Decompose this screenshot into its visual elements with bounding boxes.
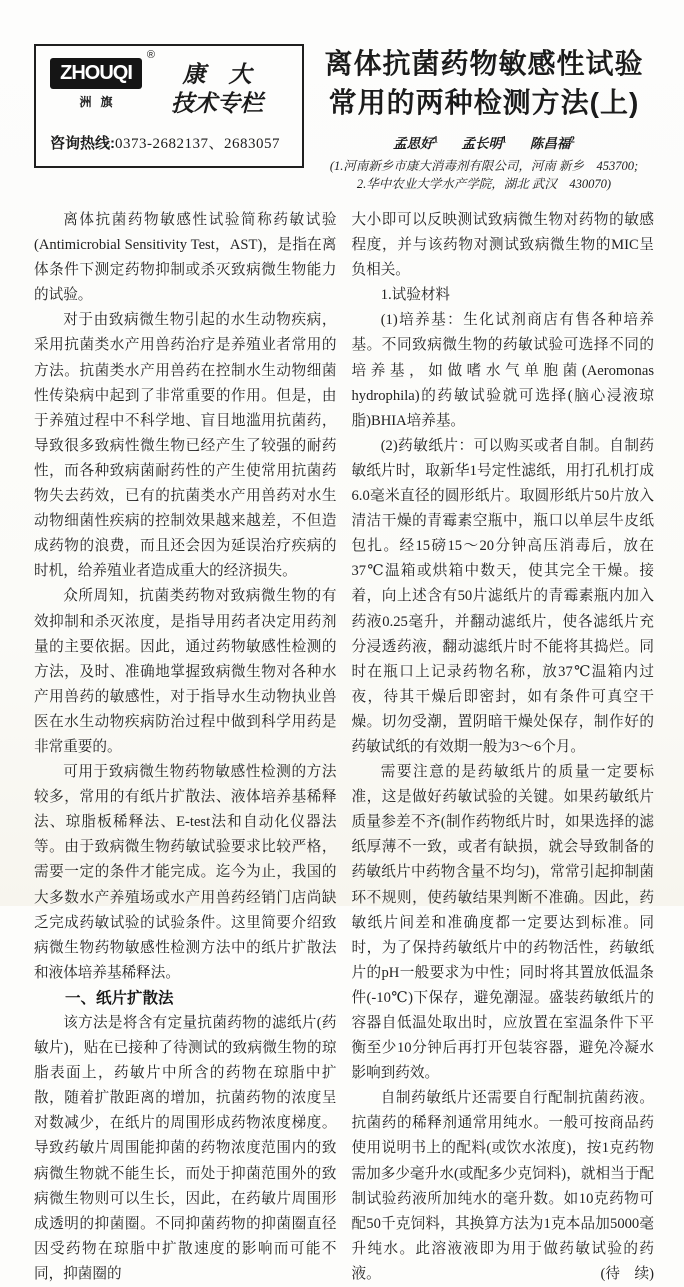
column-title-line1: 康 大 xyxy=(182,62,252,87)
brand-header-box xyxy=(34,44,304,168)
affiliations xyxy=(314,157,654,193)
article-title-line1: 离体抗菌药物敏感性试验 xyxy=(324,48,644,79)
section-heading: 一、纸片扩散法 xyxy=(65,989,174,1007)
body-paragraph: (2)药敏纸片：可以购买或者自制。自制药敏纸片时，取新华1号定性滤纸，用打孔机打成6.0毫米直径的圆形纸片。取圆形纸片50片放入清洁干燥的青霉素空瓶中，瓶口以单层牛皮纸包扎。经15磅15～20分钟高压消毒后，放在37℃温箱或烘箱中数天，使其完全干燥。接着，向上述含有50片滤纸片的青霉素瓶内加入药液0.25毫升，并翻动滤纸片，使各滤纸片充分浸透药液，翻动滤纸片时不能将其捣烂。同时在瓶口上记录药物名称，放37℃温箱内过夜，待其干燥后即密封，如有条件可真空干燥。切勿受潮，置阴暗干燥处保存，制作好的药敏试纸的有效期一般为3～6个月。 xyxy=(351,437,654,755)
hotline-label: 咨询热线: xyxy=(50,135,115,152)
article-title xyxy=(314,44,654,122)
author-affiliation-sup: 1 xyxy=(502,134,507,145)
hotline xyxy=(50,132,292,153)
author: 孟思好$^1$ xyxy=(393,134,439,151)
affiliation-line2: 2.华中农业大学水产学院，湖北 武汉 430070) xyxy=(356,177,612,191)
body-paragraph: 1.试验材料 xyxy=(380,287,451,304)
body-paragraph: 需要注意的是药敏纸片的质量一定要标准，这是做好药敏试验的关键。如果药敏纸片质量参差不齐(制作药物纸片时，如果选择的滤纸厚薄不一致，或者有缺损，就会导致制备的药敏纸片中药物含量不均匀)，常常引起抑制菌环不规则，使药敏结果判断不准确。因此，药敏纸片间差和准确度都一定要达到标准。同时，为了保持药敏纸片中的药物活性，药敏纸片的pH一般要求为中性；同时将其置放低温条件(-10℃)下保存，避免潮湿。盛装药敏纸片的容器自低温处取出时，应放置在室温条件下平衡至少10分钟后再打开包装容器，避免冷凝水影响到药效。 xyxy=(351,764,654,1082)
article-body xyxy=(34,208,654,1287)
body-paragraph: (1)培养基：生化试剂商店有售各种培养基。不同致病微生物的药敏试验可选择不同的培养基，如做嗜水气单胞菌(Aeromonas hydrophila)的药敏试验就可选择(脑心浸液琼脂)BHIA培养基。 xyxy=(351,312,654,429)
column-title-line2: 技术专栏 xyxy=(171,91,263,116)
body-paragraph: 该方法是将含有定量抗菌药物的滤纸片(药敏片)，贴在已接种了待测试的致病微生物的琼脂表面上，药敏片中所含的药物在琼脂中扩散，随着扩散距离的增加，抗菌药物的浓度呈对数减少，在纸片的周围形成药物浓度梯度。导致药敏片周围能抑菌的药物浓度范围内的致病微生物就不能生长，而处于抑菌范围外的致病微生物则可以生长，因此，在药敏片周围形成透明的抑菌圈。不同抑菌药物的抑菌圈直径因受药物在琼脂中扩散速度的影响而可能不同，抑菌圈的 xyxy=(34,1015,337,1282)
author: 孟长明$^1$ xyxy=(461,134,507,151)
body-paragraph: 离体抗菌药物敏感性试验简称药敏试验(Antimicrobial Sensitivity Test，AST)，是指在离体条件下测定药物抑制或杀灭致病微生物能力的试验。 xyxy=(34,212,337,304)
body-paragraph: 自制药敏纸片还需要自行配制抗菌药液。抗菌药的稀释剂通常用纯水。一般可按商品药使用说明书上的配料(或饮水浓度)，按1克药物需加多少毫升水(或配多少克饲料)，就相当于配制试验药液所加纯水的毫升数。如10克药物可配50千克饲料，其换算方法为1克本品加5000毫升纯水。此溶液液即为用于做药敏试验的药液。 (待 续) xyxy=(352,1086,655,1287)
body-paragraph: 可用于致病微生物药物敏感性检测的方法较多，常用的有纸片扩散法、液体培养基稀释法、琼脂板稀释法、E-test法和自动化仪器法等。由于致病微生物药敏试验要求比较严格，需要一定的条件才能完成。迄今为止，我国的大多数水产养殖场或水产用兽药经销门店尚缺乏完成药敏试验的试验条件。这里简要介绍致病微生物药物敏感性检测方法中的纸片扩散法和液体培养基稀释法。 xyxy=(34,764,337,981)
left-column xyxy=(34,208,337,1287)
author-affiliation-sup: 1 xyxy=(433,134,439,145)
brand-name-cn: 洲旗 xyxy=(79,95,122,109)
body-paragraph: 大小即可以反映测试致病微生物对药物的敏感程度，并与该药物对测试致病微生物的MIC呈负相关。 xyxy=(351,212,654,279)
page-header xyxy=(34,44,654,193)
affiliation-line1: (1.河南新乡市康大消毒剂有限公司，河南 新乡 453700; xyxy=(329,159,639,173)
registered-trademark-icon: ® xyxy=(146,49,155,61)
zhouqi-logo-icon: ZHOUQI xyxy=(50,58,142,89)
logo-badge xyxy=(50,49,155,89)
right-column xyxy=(352,208,655,1287)
brand-header-top xyxy=(50,49,292,118)
author-list xyxy=(314,132,654,152)
column-title xyxy=(142,58,292,118)
hotline-numbers: 0373-2682137、2683057 xyxy=(115,136,280,152)
to-be-continued-note: (待 续) xyxy=(600,1265,654,1282)
brand-logo xyxy=(50,49,155,110)
author: 陈昌福$^2$ xyxy=(529,134,575,151)
article-title-block xyxy=(304,44,654,193)
body-paragraph: 对于由致病微生物引起的水生动物疾病，采用抗菌类水产用兽药治疗是养殖业者常用的方法。抗菌类水产用兽药在控制水生动物细菌性传染病中起到了非常重要的作用。但是，由于养殖过程中不科学地、盲目地滥用抗菌药，导致很多致病性微生物已经产生了较强的耐药性，而各种致病菌耐药性的产生使常用抗菌药物失去药效，已有的抗菌类水产用兽药对水生动物细菌性疾病的控制效果越来越差，不但造成药物的浪费，而且还会因为延误治疗疾病的时机，给养殖业者造成重大的经济损失。 xyxy=(34,312,337,580)
author-affiliation-sup: 2 xyxy=(570,134,575,145)
body-paragraph: 众所周知，抗菌类药物对致病微生物的有效抑制和杀灭浓度，是指导用药者决定用药剂量的主要依据。因此，通过药物敏感性检测的方法，及时、准确地掌握致病微生物对各种水产用兽药的敏感性，对于指导水生动物执业兽医在水生动物疾病防治过程中做到科学用药是非常重要的。 xyxy=(34,588,337,755)
article-title-line2: 常用的两种检测方法(上) xyxy=(328,87,640,118)
